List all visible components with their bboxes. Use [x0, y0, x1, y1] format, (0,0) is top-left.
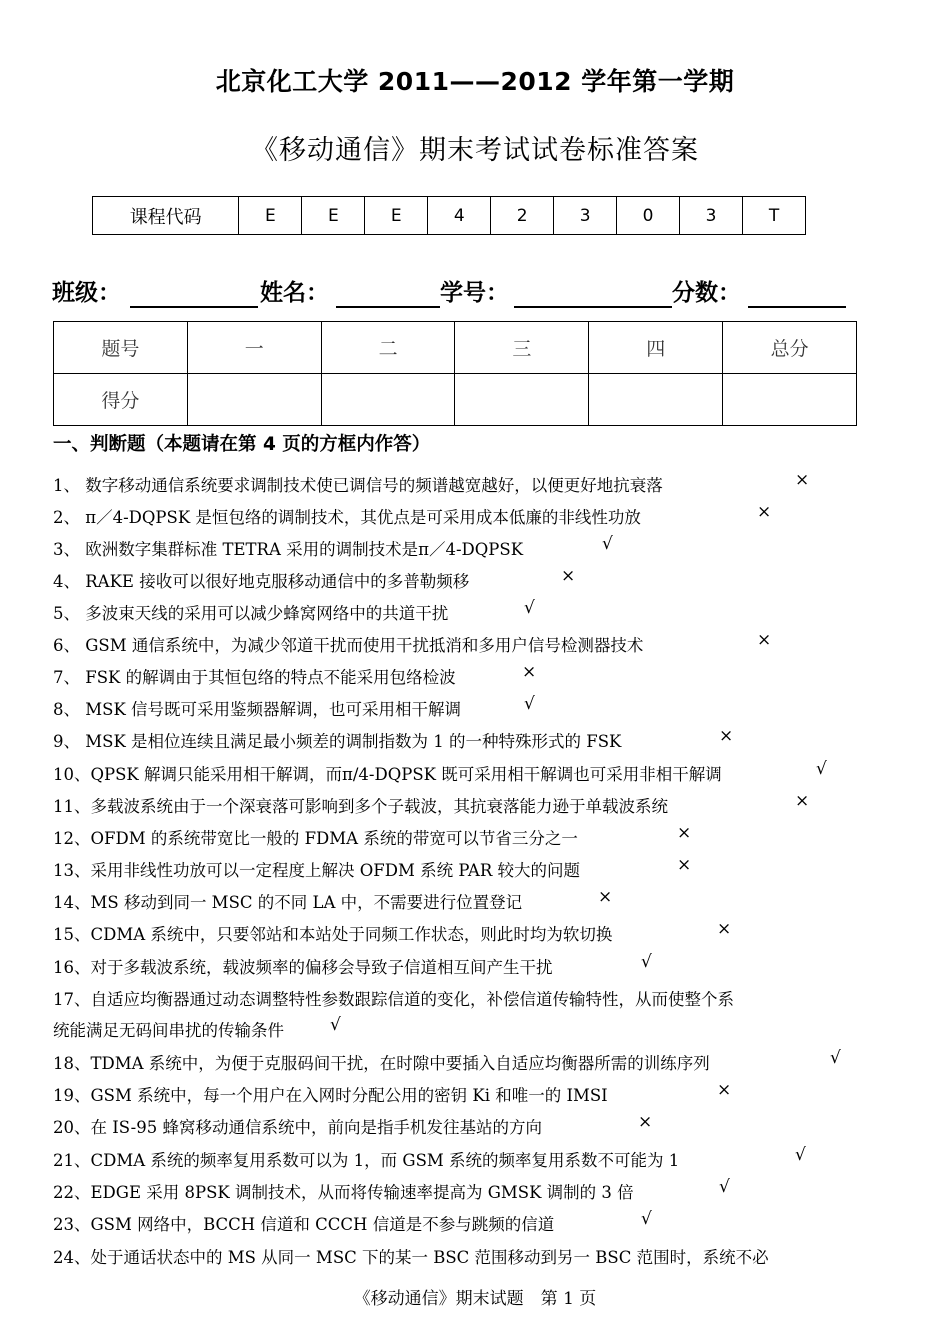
- question-text: 15、CDMA 系统中，只要邻站和本站处于同频工作状态，则此时均为软切换: [53, 925, 613, 944]
- answer-cross-mark: ×: [677, 823, 692, 843]
- answer-cross-mark: ×: [795, 470, 810, 490]
- course-code-char: 3: [680, 197, 743, 235]
- name-label: 姓名：: [260, 280, 329, 306]
- page-footer: 《移动通信》期末试题 第 1 页: [353, 1289, 597, 1309]
- answer-cross-mark: ×: [522, 662, 537, 682]
- question-text: 4、 RAKE 接收可以很好地克服移动通信中的多普勒频移: [53, 572, 470, 591]
- answer-check-mark: √: [719, 1177, 730, 1197]
- name-blank[interactable]: [336, 306, 440, 308]
- score-header-cell: 三: [455, 322, 589, 374]
- course-code-row: [93, 197, 806, 235]
- question-text: 12、OFDM 的系统带宽比一般的 FDMA 系统的带宽可以节省三分之一: [53, 829, 578, 848]
- score-header-row: [54, 322, 857, 374]
- answer-cross-mark: ×: [757, 630, 772, 650]
- answer-check-mark: √: [524, 598, 535, 618]
- question-text: 1、 数字移动通信系统要求调制技术使已调信号的频谱越宽越好，以便更好地抗衰落: [53, 476, 663, 495]
- course-code-label: 课程代码: [93, 197, 239, 235]
- student-info-line: [52, 272, 912, 312]
- course-code-char: 4: [428, 197, 491, 235]
- score-value-row: [54, 374, 857, 426]
- score-header-cell: 总分: [723, 322, 857, 374]
- course-code-char: E: [302, 197, 365, 235]
- course-code-char: T: [743, 197, 806, 235]
- score-cell[interactable]: [589, 374, 723, 426]
- score-header-cell: 四: [589, 322, 723, 374]
- page-title: 北京化工大学 2011——2012 学年第一学期: [215, 67, 735, 96]
- question-text: 14、MS 移动到同一 MSC 的不同 LA 中，不需要进行位置登记: [53, 893, 523, 912]
- answer-cross-mark: ×: [717, 1080, 732, 1100]
- answer-check-mark: √: [602, 534, 613, 554]
- question-text: 19、GSM 系统中，每一个用户在入网时分配公用的密钥 Ki 和唯一的 IMSI: [53, 1086, 608, 1105]
- score-blank[interactable]: [748, 306, 846, 308]
- class-label: 班级：: [52, 280, 121, 306]
- class-blank[interactable]: [130, 306, 258, 308]
- answer-check-mark: √: [330, 1015, 341, 1035]
- course-code-char: E: [239, 197, 302, 235]
- answer-check-mark: √: [830, 1048, 841, 1068]
- question-text: 2、 π／4-DQPSK 是恒包络的调制技术，其优点是可采用成本低廉的非线性功放: [53, 508, 641, 527]
- score-header-cell: 题号: [54, 322, 188, 374]
- question-text: 3、 欧洲数字集群标准 TETRA 采用的调制技术是π／4-DQPSK: [53, 540, 524, 559]
- score-label: 分数：: [672, 280, 741, 306]
- answer-cross-mark: ×: [719, 726, 734, 746]
- question-text: 8、 MSK 信号既可采用鉴频器解调，也可采用相干解调: [53, 700, 462, 719]
- answer-check-mark: √: [795, 1145, 806, 1165]
- question-text: 22、EDGE 采用 8PSK 调制技术，从而将传输速率提高为 GMSK 调制的 3 倍: [53, 1183, 634, 1202]
- question-text: 13、采用非线性功放可以一定程度上解决 OFDM 系统 PAR 较大的问题: [53, 861, 581, 880]
- course-code-char: 3: [554, 197, 617, 235]
- score-cell[interactable]: [455, 374, 589, 426]
- page-subtitle: 《移动通信》期末考试试卷标准答案: [251, 135, 699, 166]
- question-text: 5、 多波束天线的采用可以减少蜂窝网络中的共道干扰: [53, 604, 449, 623]
- question-text: 16、对于多载波系统，载波频率的偏移会导致子信道相互间产生干扰: [53, 958, 553, 977]
- answer-cross-mark: ×: [795, 791, 810, 811]
- answer-cross-mark: ×: [677, 855, 692, 875]
- score-header-cell: 二: [321, 322, 455, 374]
- question-text: 9、 MSK 是相位连续且满足最小频差的调制指数为 1 的一种特殊形式的 FSK: [53, 732, 622, 751]
- course-code-table: [92, 196, 806, 235]
- answer-cross-mark: ×: [757, 502, 772, 522]
- answer-cross-mark: ×: [598, 887, 613, 907]
- score-row-label: 得分: [54, 374, 188, 426]
- answer-cross-mark: ×: [561, 566, 576, 586]
- question-text: 23、GSM 网络中，BCCH 信道和 CCCH 信道是不参与跳频的信道: [53, 1215, 555, 1234]
- score-header-cell: 一: [187, 322, 321, 374]
- question-text: 18、TDMA 系统中，为便于克服码间干扰，在时隙中要插入自适应均衡器所需的训练序列: [53, 1054, 710, 1073]
- score-cell[interactable]: [723, 374, 857, 426]
- question-text: 21、CDMA 系统的频率复用系数可以为 1，而 GSM 系统的频率复用系数不可能为 1: [53, 1151, 680, 1170]
- student-id-blank[interactable]: [514, 306, 672, 308]
- answer-check-mark: √: [816, 759, 827, 779]
- section-title: 一、判断题（本题请在第 4 页的方框内作答）: [53, 434, 431, 455]
- question-text: 20、在 IS-95 蜂窝移动通信系统中，前向是指手机发往基站的方向: [53, 1118, 542, 1137]
- score-table: [53, 321, 857, 426]
- answer-cross-mark: ×: [638, 1112, 653, 1132]
- question-text: 7、 FSK 的解调由于其恒包络的特点不能采用包络检波: [53, 668, 456, 687]
- course-code-char: 2: [491, 197, 554, 235]
- question-text: 10、QPSK 解调只能采用相干解调，而π/4-DQPSK 既可采用相干解调也可采用非相干解调: [53, 765, 722, 784]
- score-cell[interactable]: [187, 374, 321, 426]
- answer-cross-mark: ×: [717, 919, 732, 939]
- question-text: 24、处于通话状态中的 MS 从同一 MSC 下的某一 BSC 范围移动到另一 BSC 范围时，系统不必: [53, 1248, 769, 1267]
- course-code-char: 0: [617, 197, 680, 235]
- question-text: 17、自适应均衡器通过动态调整特性参数跟踪信道的变化，补偿信道传输特性，从而使整个系: [53, 990, 734, 1009]
- answer-check-mark: √: [641, 952, 652, 972]
- score-cell[interactable]: [321, 374, 455, 426]
- answer-check-mark: √: [641, 1209, 652, 1229]
- question-text: 11、多载波系统由于一个深衰落可影响到多个子载波，其抗衰落能力逊于单载波系统: [53, 797, 668, 816]
- question-text: 6、 GSM 通信系统中，为减少邻道干扰而使用干扰抵消和多用户信号检测器技术: [53, 636, 644, 655]
- course-code-char: E: [365, 197, 428, 235]
- answer-check-mark: √: [524, 694, 535, 714]
- student-id-label: 学号：: [440, 280, 509, 306]
- question-text: 统能满足无码间串扰的传输条件: [53, 1021, 284, 1040]
